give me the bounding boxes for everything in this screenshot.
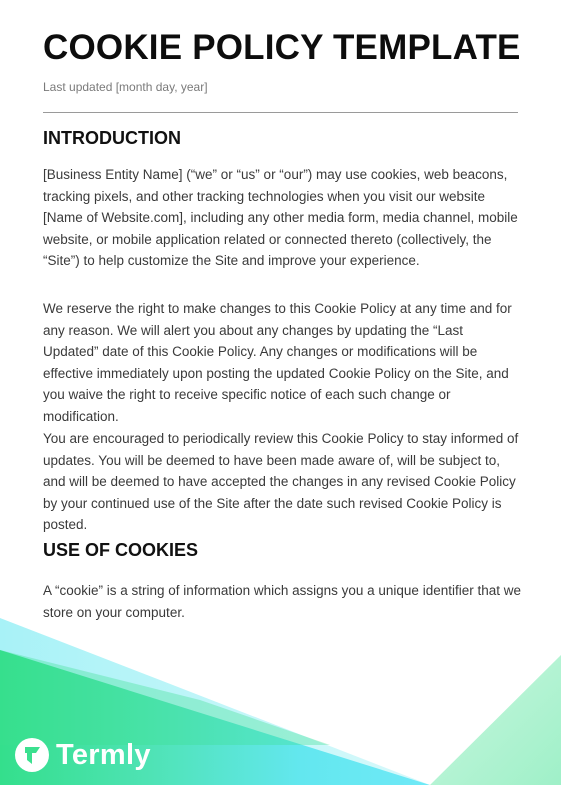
intro-paragraph-1: [Business Entity Name] (“we” or “us” or “our”) may use cookies, web beacons, tracking pixels, and other tracking technologies when you visit our website [Name of Website.com], including any other media form, media channel, mobile website, or mobile application related or connected thereto (collectively, the “Site”) to help customize the Site and improve your experience. — [43, 167, 518, 268]
termly-logo-icon — [14, 737, 50, 773]
intro-paragraph-3: You are encouraged to periodically review this Cookie Policy to stay informed of updates. You will be deemed to have been made aware of, will be subject to, and will be deemed to have accepted the changes in any revised Cookie Policy by your continued use of the Site after the date such revised Cookie Policy is posted. — [43, 431, 519, 532]
document-title: COOKIE POLICY TEMPLATE — [43, 28, 521, 67]
section-heading-introduction: INTRODUCTION — [43, 128, 181, 148]
cookies-paragraph-1: A “cookie” is a string of information which assigns you a unique identifier that we store on your computer. — [43, 583, 521, 620]
brand-name: Termly — [56, 738, 151, 771]
last-updated-text: Last updated [month day, year] — [43, 80, 208, 94]
section-heading-use-of-cookies: USE OF COOKIES — [43, 540, 199, 560]
termly-logo — [14, 736, 151, 774]
intro-paragraph-2: We reserve the right to make changes to this Cookie Policy at any time and for any reason. We will alert you about any changes by updating the “Last Updated” date of this Cookie Policy. Any changes or modifications will be effective immediately upon posting the updated Cookie Policy on the Site, and you waive the right to receive specific notice of each such change or modification. — [43, 301, 512, 424]
